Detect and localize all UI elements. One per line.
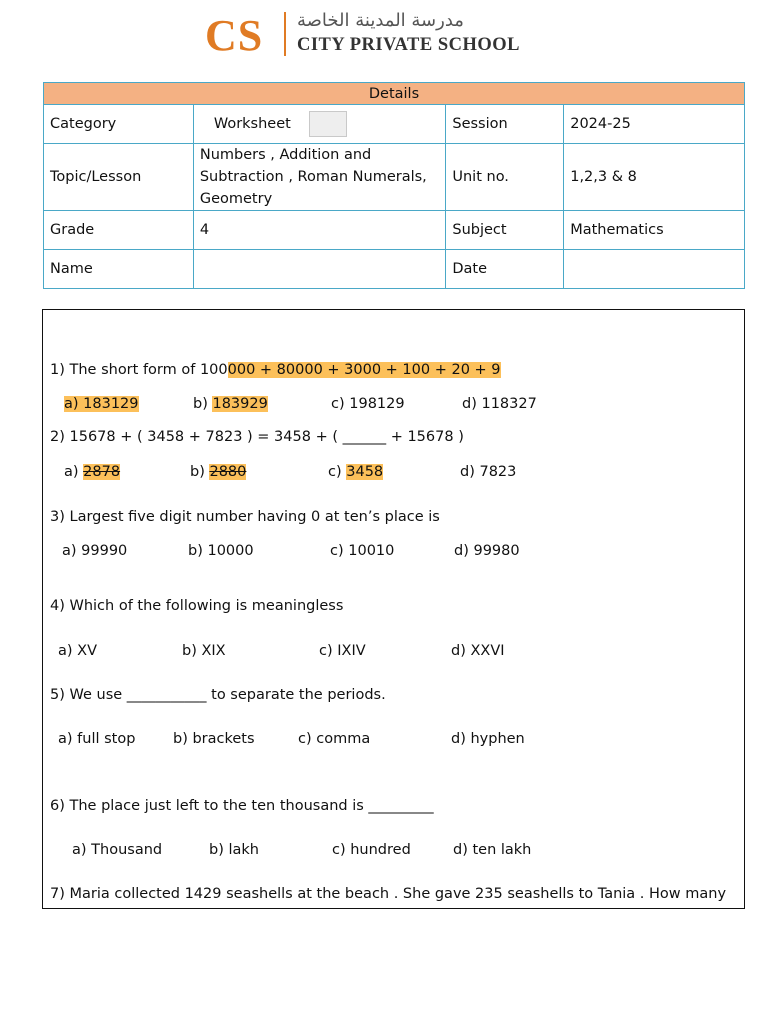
q4-option-c[interactable]: c) IXIV: [319, 643, 366, 659]
details-table: [43, 82, 745, 289]
subject-value: Mathematics: [564, 211, 745, 250]
q4-option-b[interactable]: b) XIX: [182, 643, 226, 659]
session-label: Session: [446, 105, 564, 144]
q2-option-a[interactable]: a) 2878: [64, 464, 121, 480]
q4-option-d[interactable]: d) XXVI: [451, 643, 505, 659]
question-1-text: 1) The short form of 100: [50, 362, 228, 378]
question-1-highlight: 000 + 80000 + 3000 + 100 + 20 + 9: [227, 362, 501, 378]
q2-option-b[interactable]: b) 2880: [190, 464, 247, 480]
grade-value: 4: [193, 211, 446, 250]
q5-option-a[interactable]: a) full stop: [58, 731, 136, 747]
school-name-arabic: مدرسة المدينة الخاصة: [297, 10, 464, 31]
category-value: Worksheet: [213, 116, 291, 132]
unit-label: Unit no.: [446, 144, 564, 211]
subject-label: Subject: [446, 211, 564, 250]
question-3: 3) Largest five digit number having 0 at ten’s place is: [50, 509, 440, 525]
q2-option-d[interactable]: d) 7823: [460, 464, 517, 480]
q6-option-c[interactable]: c) hundred: [332, 842, 411, 858]
q1-option-d[interactable]: d) 118327: [462, 396, 537, 412]
question-5: 5) We use ___________ to separate the periods.: [50, 687, 386, 703]
question-1: [50, 360, 501, 380]
q5-option-b[interactable]: b) brackets: [173, 731, 255, 747]
q2-option-c[interactable]: c) 3458: [328, 464, 384, 480]
question-2: 2) 15678 + ( 3458 + 7823 ) = 3458 + ( ______ + 15678 ): [50, 429, 464, 445]
date-label: Date: [446, 250, 564, 289]
school-header: [205, 8, 565, 58]
q6-option-a[interactable]: a) Thousand: [72, 842, 163, 858]
q3-option-b[interactable]: b) 10000: [188, 543, 254, 559]
session-value: 2024-25: [564, 105, 745, 144]
q6-option-b[interactable]: b) lakh: [209, 842, 259, 858]
category-box[interactable]: [309, 111, 347, 137]
details-title: Details: [44, 83, 745, 105]
grade-label: Grade: [44, 211, 194, 250]
q1-option-a[interactable]: a) 183129: [64, 396, 139, 412]
q1-option-c[interactable]: c) 198129: [331, 396, 405, 412]
category-label: Category: [44, 105, 194, 144]
q6-option-d[interactable]: d) ten lakh: [453, 842, 532, 858]
logo-divider: [284, 12, 286, 56]
q5-option-d[interactable]: d) hyphen: [451, 731, 525, 747]
q5-option-c[interactable]: c) comma: [298, 731, 371, 747]
q3-option-d[interactable]: d) 99980: [454, 543, 520, 559]
topic-label: Topic/Lesson: [44, 144, 194, 211]
question-7: 7) Maria collected 1429 seashells at the beach . She gave 235 seashells to Tania . How many: [50, 886, 727, 902]
q1-option-b[interactable]: b) 183929: [193, 396, 268, 412]
q3-option-c[interactable]: c) 10010: [330, 543, 395, 559]
school-logo: CS: [205, 11, 264, 60]
q4-option-a[interactable]: a) XV: [58, 643, 98, 659]
name-label: Name: [44, 250, 194, 289]
question-4: 4) Which of the following is meaningless: [50, 598, 344, 614]
category-cell: [193, 105, 446, 144]
school-name: CITY PRIVATE SCHOOL: [297, 35, 520, 55]
q3-option-a[interactable]: a) 99990: [62, 543, 128, 559]
date-field[interactable]: [564, 250, 745, 289]
name-field[interactable]: [193, 250, 446, 289]
unit-value: 1,2,3 & 8: [564, 144, 745, 211]
questions-box: [42, 309, 745, 909]
question-6: 6) The place just left to the ten thousand is _________: [50, 798, 434, 814]
topic-value: Numbers , Addition and Subtraction , Roman Numerals, Geometry: [193, 144, 446, 211]
